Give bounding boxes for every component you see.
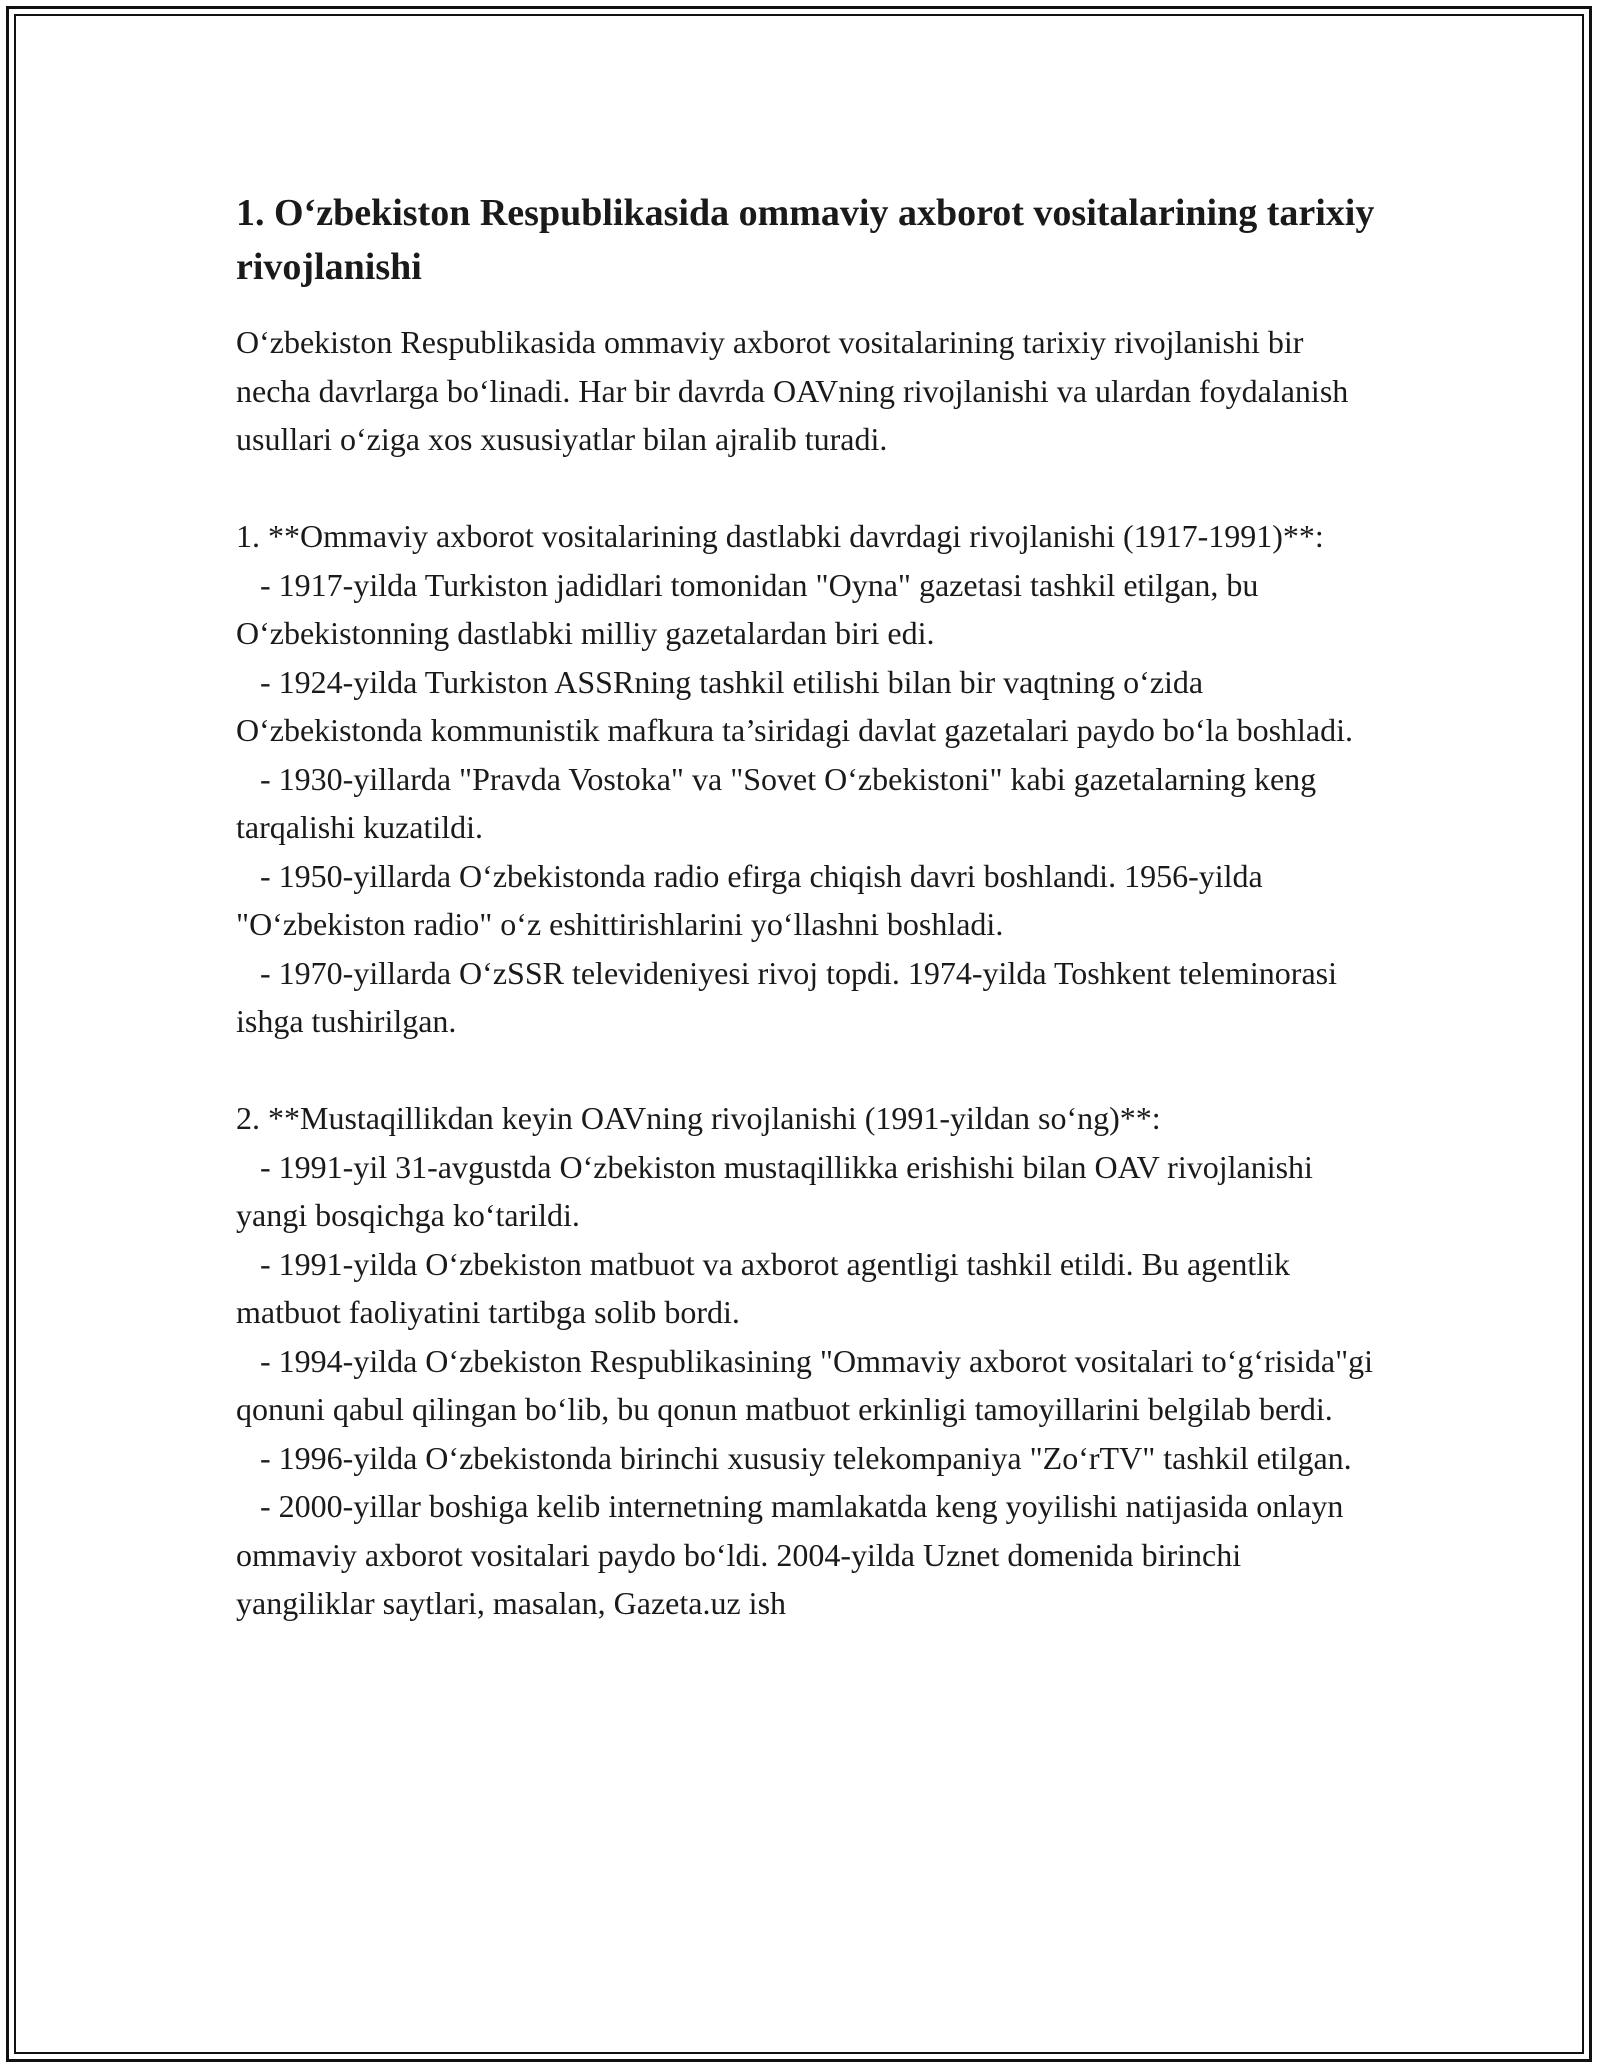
paragraph-gap bbox=[236, 464, 1376, 513]
section-early-period bbox=[236, 512, 1376, 1046]
list-item: - 1994-yilda O‘zbekiston Respublikasining "Ommaviy axborot vositalari to‘g‘risida"gi qonuni qabul qilingan bo‘lib, bu qonun matbuot erkinligi tamoyillarini belgilab berdi. bbox=[236, 1342, 1382, 1427]
list-item: - 1924-yilda Turkiston ASSRning tashkil etilishi bilan bir vaqtning o‘zida O‘zbekistonda kommunistik mafkura ta’siridagi davlat gazetalari paydo bo‘la boshladi. bbox=[236, 663, 1354, 748]
paragraph-gap bbox=[236, 1046, 1376, 1095]
list-item: - 1917-yilda Turkiston jadidlari tomonidan "Oyna" gazetasi tashkil etilgan, bu O‘zbekistonning dastlabki milliy gazetalardan biri edi. bbox=[236, 566, 1267, 651]
list-item: - 2000-yillar boshiga kelib internetning mamlakatda keng yoyilishi natijasida onlayn ommaviy axborot vositalari paydo bo‘ldi. 2004-yilda Uznet domenida birinchi yangiliklar saytlari, masalan, Gazeta.uz ish bbox=[236, 1488, 1352, 1621]
list-item: - 1930-yillarda "Pravda Vostoka" va "Sovet O‘zbekistoni" kabi gazetalarning keng tarqalishi kuzatildi. bbox=[236, 760, 1325, 845]
section-heading: 2. **Mustaqillikdan keyin OAVning rivojlanishi (1991-yildan so‘ng)**: bbox=[236, 1100, 1161, 1136]
section-independence-period bbox=[236, 1094, 1382, 1628]
list-item: - 1950-yillarda O‘zbekistonda radio efirga chiqish davri boshlandi. 1956-yilda "O‘zbekiston radio" o‘z eshittirishlarini yo‘llashni boshladi. bbox=[236, 857, 1271, 942]
list-item: - 1996-yilda O‘zbekistonda birinchi xususiy telekompaniya "Zo‘rTV" tashkil etilgan. bbox=[236, 1439, 1352, 1476]
intro-paragraph: O‘zbekiston Respublikasida ommaviy axborot vositalarining tarixiy rivojlanishi bir necha davrlarga bo‘linadi. Har bir davrda OAVning rivojlanishi va ulardan foydalanish usullari o‘ziga xos xususiyatlar bilan ajralib turadi. bbox=[236, 324, 1349, 457]
document-title: 1. O‘zbekiston Respublikasida ommaviy axborot vositalarining tarixiy rivojlanishi bbox=[236, 192, 1375, 288]
list-item: - 1991-yil 31-avgustda O‘zbekiston mustaqillikka erishishi bilan OAV rivojlanishi yangi bosqichga ko‘tarildi. bbox=[236, 1148, 1321, 1233]
document-body bbox=[236, 186, 1382, 1628]
list-item: - 1991-yilda O‘zbekiston matbuot va axborot agentligi tashkil etildi. Bu agentlik matbuot faoliyatini tartibga solib bordi. bbox=[236, 1245, 1299, 1330]
section-heading: 1. **Ommaviy axborot vositalarining dastlabki davrdagi rivojlanishi (1917-1991)**: bbox=[236, 518, 1324, 554]
list-item: - 1970-yillarda O‘zSSR televideniyesi rivoj topdi. 1974-yilda Toshkent teleminorasi ishga tushirilgan. bbox=[236, 954, 1345, 1039]
